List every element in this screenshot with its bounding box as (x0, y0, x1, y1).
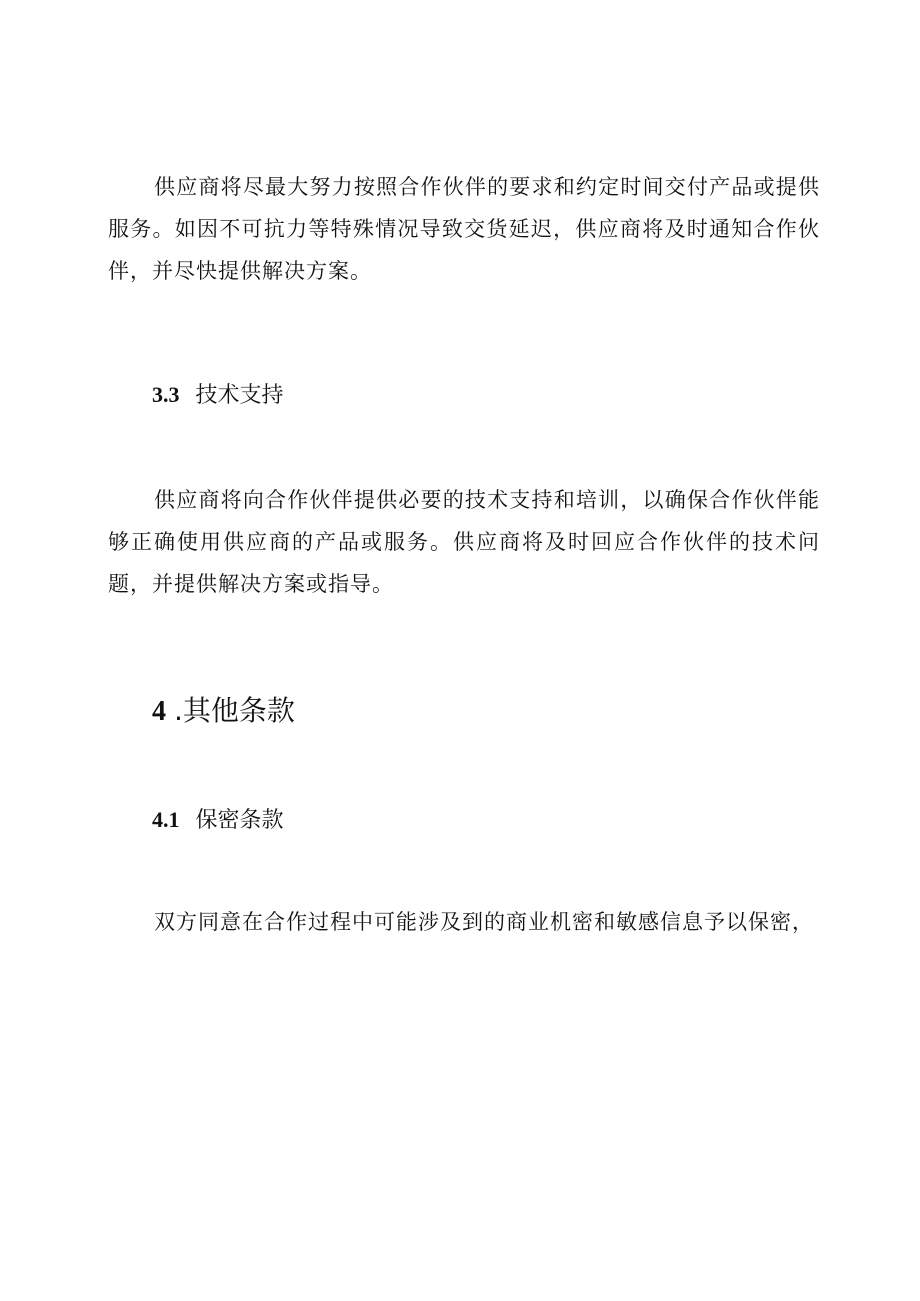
section-number: 4 (152, 696, 166, 727)
paragraph-confidentiality: 双方同意在合作过程中可能涉及到的商业机密和敏感信息予以保密， (154, 910, 814, 934)
section-title: .其他条款 (174, 694, 295, 727)
section-heading-3-3 (152, 378, 284, 409)
section-number: 4.1 (152, 807, 180, 832)
section-title: 保密条款 (195, 808, 284, 833)
section-heading-4 (152, 689, 295, 729)
section-number: 3.3 (152, 382, 180, 407)
paragraph-tech-support: 供应商将向合作伙伴提供必要的技术支持和培训，以确保合作伙伴能够正确使用供应商的产品或服务。供应商将及时回应合作伙伴的技术问题，并提供解决方案或指导。 (108, 488, 820, 596)
section-title: 技术支持 (195, 383, 284, 408)
paragraph-delivery: 供应商将尽最大努力按照合作伙伴的要求和约定时间交付产品或提供服务。如因不可抗力等特殊情况导致交货延迟，供应商将及时通知合作伙伴，并尽快提供解决方案。 (108, 175, 820, 283)
section-heading-4-1 (152, 803, 284, 834)
